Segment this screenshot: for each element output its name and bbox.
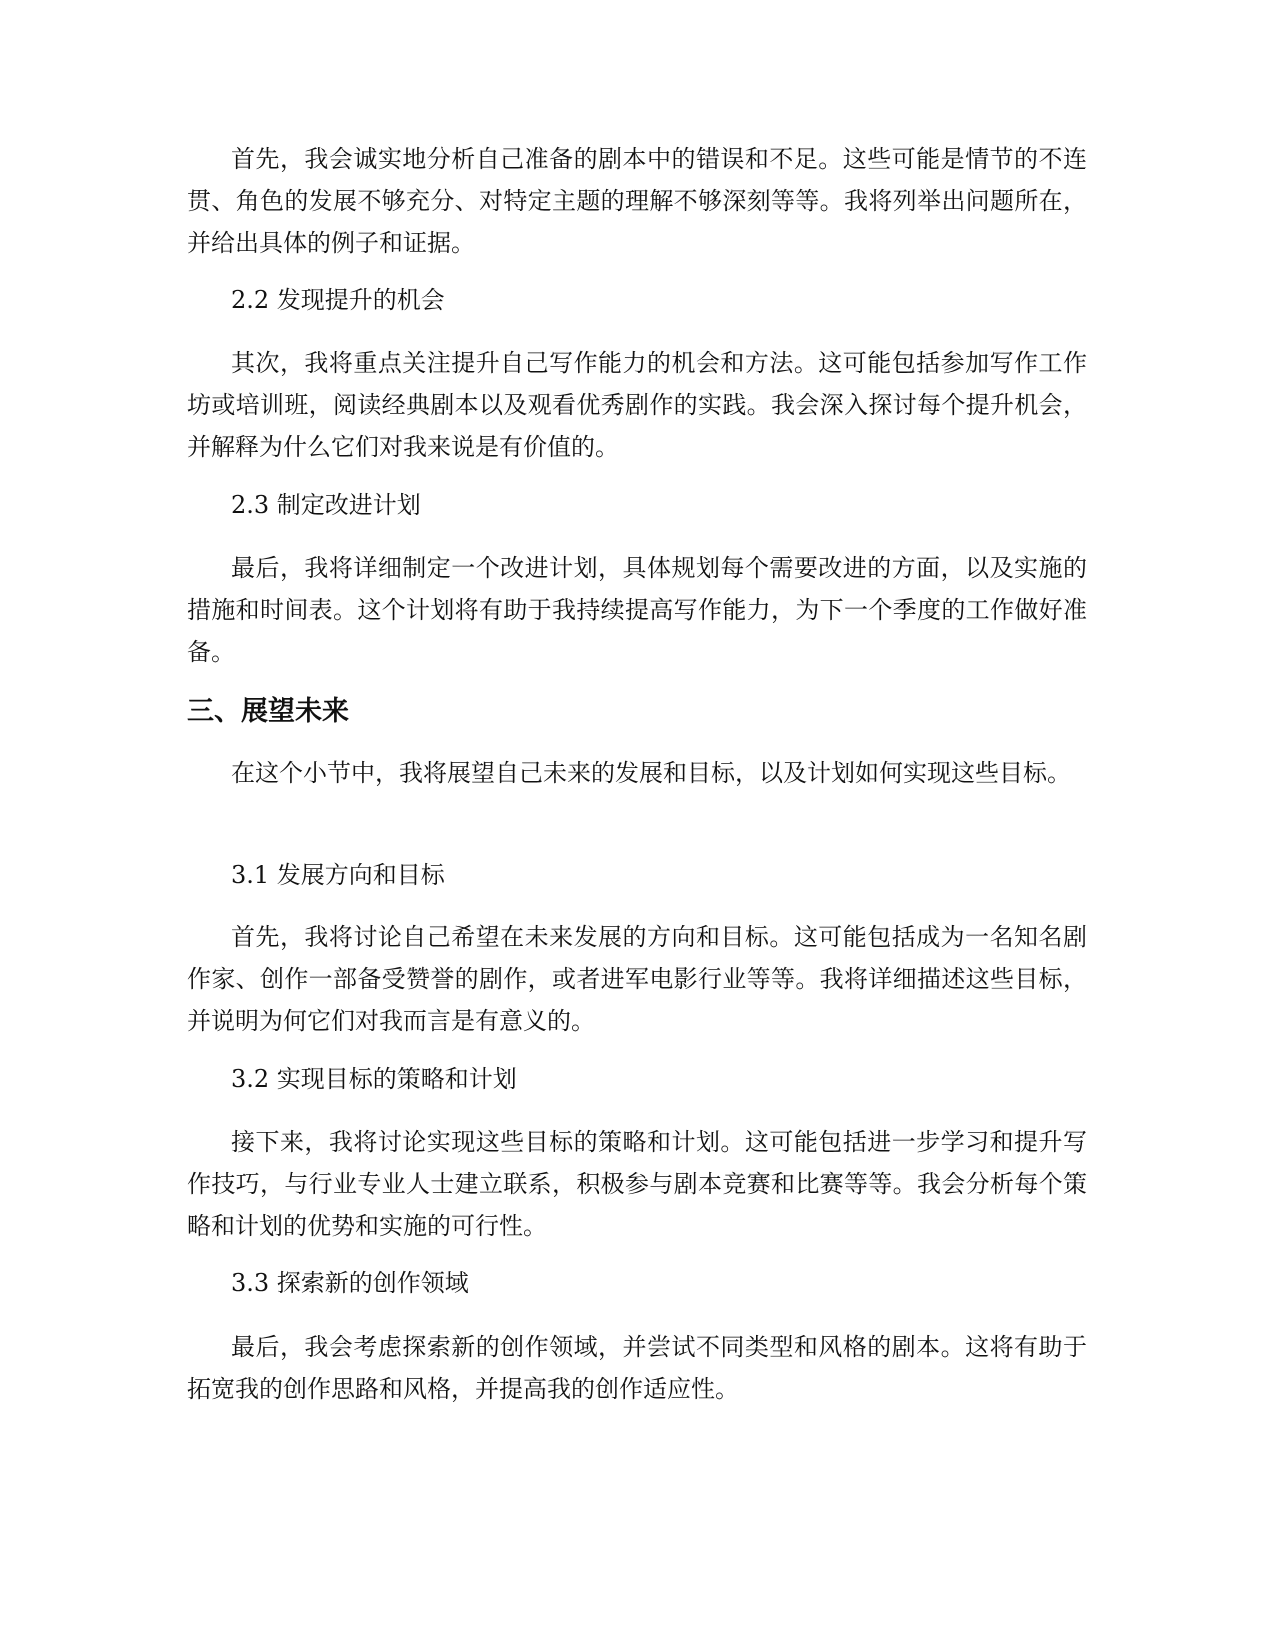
subheading-3-2: 3.2 实现目标的策略和计划 <box>231 1065 517 1093</box>
subheading-2-2: 2.2 发现提升的机会 <box>231 286 445 314</box>
subheading-3-1: 3.1 发展方向和目标 <box>231 861 445 889</box>
paragraph-improvement-plan: 最后，我将详细制定一个改进计划，具体规划每个需要改进的方面，以及实施的措施和时间表。这个计划将有助于我持续提高写作能力，为下一个季度的工作做好准备。 <box>187 554 1087 666</box>
paragraph-analysis-errors: 首先，我会诚实地分析自己准备的剧本中的错误和不足。这些可能是情节的不连贯、角色的发展不够充分、对特定主题的理解不够深刻等等。我将列举出问题所在，并给出具体的例子和证据。 <box>187 145 1087 257</box>
subheading-2-3: 2.3 制定改进计划 <box>231 491 421 519</box>
paragraph-improvement-opportunities: 其次，我将重点关注提升自己写作能力的机会和方法。这可能包括参加写作工作坊或培训班，阅读经典剧本以及观看优秀剧作的实践。我会深入探讨每个提升机会，并解释为什么它们对我来说是有价值的。 <box>187 349 1087 461</box>
paragraph-outlook-intro: 在这个小节中，我将展望自己未来的发展和目标，以及计划如何实现这些目标。 <box>231 759 1071 787</box>
subheading-3-3: 3.3 探索新的创作领域 <box>231 1269 469 1297</box>
section-heading-outlook: 三、展望未来 <box>187 696 349 727</box>
paragraph-new-fields: 最后，我会考虑探索新的创作领域，并尝试不同类型和风格的剧本。这将有助于拓宽我的创作思路和风格，并提高我的创作适应性。 <box>187 1333 1087 1403</box>
paragraph-strategies: 接下来，我将讨论实现这些目标的策略和计划。这可能包括进一步学习和提升写作技巧，与行业专业人士建立联系，积极参与剧本竞赛和比赛等等。我会分析每个策略和计划的优势和实施的可行性。 <box>187 1128 1087 1240</box>
paragraph-goals: 首先，我将讨论自己希望在未来发展的方向和目标。这可能包括成为一名知名剧作家、创作一部备受赞誉的剧作，或者进军电影行业等等。我将详细描述这些目标，并说明为何它们对我而言是有意义的。 <box>187 923 1087 1035</box>
